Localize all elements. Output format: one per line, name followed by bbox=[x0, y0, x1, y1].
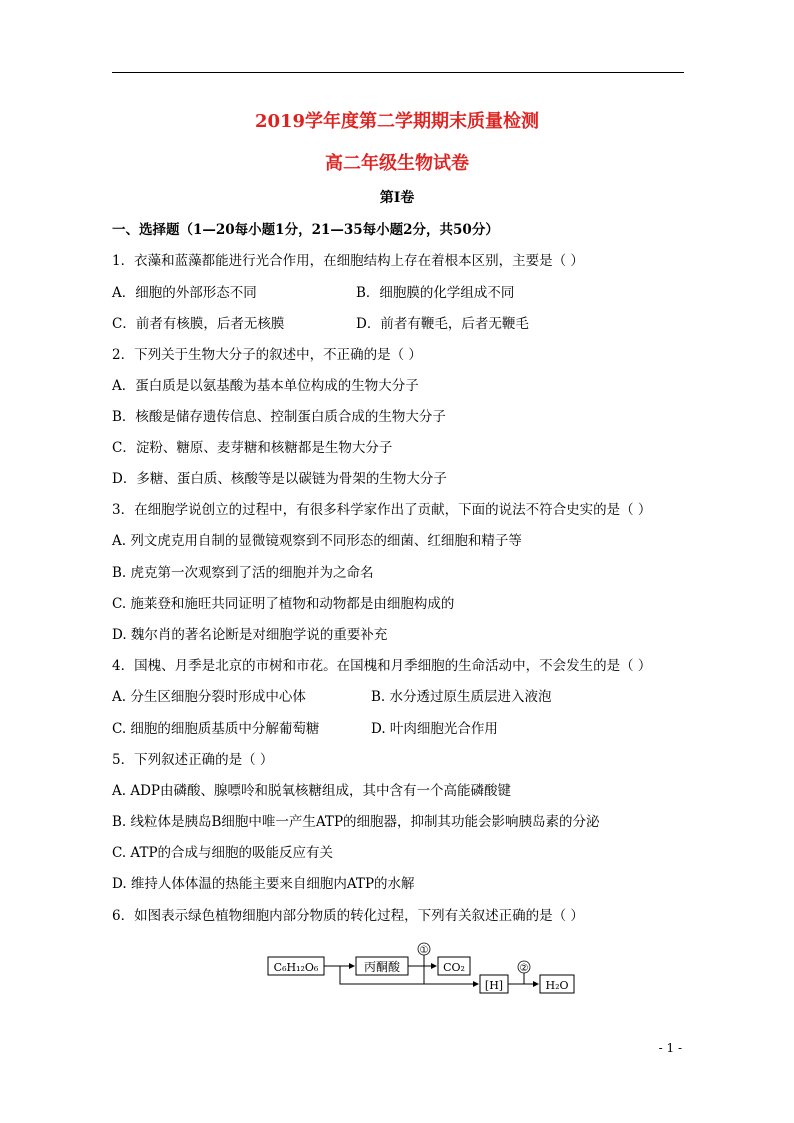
exam-subtitle: 高二年级生物试卷 bbox=[325, 153, 469, 174]
question-1-option-a: A．细胞的外部形态不同 bbox=[112, 285, 257, 301]
question-3-option-a: A. 列文虎克用自制的显微镜观察到不同形态的细菌、红细胞和精子等 bbox=[112, 533, 522, 549]
question-2-option-a: A．蛋白质是以氨基酸为基本单位构成的生物大分子 bbox=[112, 378, 419, 394]
question-1-option-d: D．前者有鞭毛，后者无鞭毛 bbox=[356, 316, 529, 332]
question-3-option-c: C. 施莱登和施旺共同证明了植物和动物都是由细胞构成的 bbox=[112, 596, 455, 612]
pyruvate-label: 丙酮酸 bbox=[363, 960, 401, 974]
question-4-option-b: B. 水分透过原生质层进入液泡 bbox=[371, 689, 552, 705]
water-label: H₂O bbox=[545, 979, 569, 992]
question-5-option-d: D. 维持人体体温的热能主要来自细胞内ATP的水解 bbox=[112, 876, 415, 892]
glucose-label: C₆H₁₂O₆ bbox=[273, 961, 319, 974]
header-rule bbox=[112, 72, 684, 73]
question-4-option-a: A. 分生区细胞分裂时形成中心体 bbox=[112, 689, 306, 705]
step-1-label: ① bbox=[419, 945, 429, 956]
question-1-stem: 1．衣藻和蓝藻都能进行光合作用，在细胞结构上存在着根本区别，主要是（ ） bbox=[112, 253, 584, 269]
question-3-option-d: D. 魏尔肖的著名论断是对细胞学说的重要补充 bbox=[112, 627, 388, 643]
section-label: 第Ⅰ卷 bbox=[379, 190, 415, 206]
co2-label: CO₂ bbox=[443, 961, 465, 974]
question-5-stem: 5．下列叙述正确的是（ ） bbox=[112, 752, 274, 768]
question-2-option-d: D．多糖、蛋白质、核酸等是以碳链为骨架的生物大分子 bbox=[112, 471, 447, 487]
question-5-option-a: A. ADP由磷酸、腺嘌呤和脱氧核糖组成，其中含有一个高能磷酸键 bbox=[112, 783, 511, 799]
question-2-stem: 2．下列关于生物大分子的叙述中，不正确的是（ ） bbox=[112, 347, 422, 363]
question-1-option-b: B．细胞膜的化学组成不同 bbox=[356, 285, 515, 301]
question-1-option-c: C．前者有核膜，后者无核膜 bbox=[112, 316, 285, 332]
question-4-stem: 4．国槐、月季是北京的市树和市花。在国槐和月季细胞的生命活动中，不会发生的是（ ） bbox=[112, 658, 652, 674]
question-3-option-b: B. 虎克第一次观察到了活的细胞并为之命名 bbox=[112, 565, 374, 581]
question-6-stem: 6．如图表示绿色植物细胞内部分物质的转化过程，下列有关叙述正确的是（ ） bbox=[112, 908, 584, 924]
question-4-option-d: D. 叶肉细胞光合作用 bbox=[371, 721, 498, 737]
exam-title: 2019学年度第二学期期末质量检测 bbox=[254, 111, 540, 132]
page-number: - 1 - bbox=[658, 1041, 682, 1055]
question-2-option-b: B．核酸是储存遗传信息、控制蛋白质合成的生物大分子 bbox=[112, 409, 446, 425]
question-2-option-c: C．淀粉、糖原、麦芽糖和核糖都是生物大分子 bbox=[112, 440, 393, 456]
part-heading: 一、选择题（1—20每小题1分，21—35每小题2分，共50分） bbox=[112, 222, 499, 238]
h-label: [H] bbox=[484, 979, 504, 992]
step-2-label: ② bbox=[519, 963, 529, 974]
question-4-option-c: C. 细胞的细胞质基质中分解葡萄糖 bbox=[112, 721, 320, 737]
metabolism-diagram bbox=[262, 940, 582, 1000]
question-3-stem: 3．在细胞学说创立的过程中，有很多科学家作出了贡献，下面的说法不符合史实的是（ ） bbox=[112, 502, 652, 518]
question-5-option-b: B. 线粒体是胰岛B细胞中唯一产生ATP的细胞器，抑制其功能会影响胰岛素的分泌 bbox=[112, 814, 600, 830]
question-5-option-c: C. ATP的合成与细胞的吸能反应有关 bbox=[112, 845, 334, 861]
